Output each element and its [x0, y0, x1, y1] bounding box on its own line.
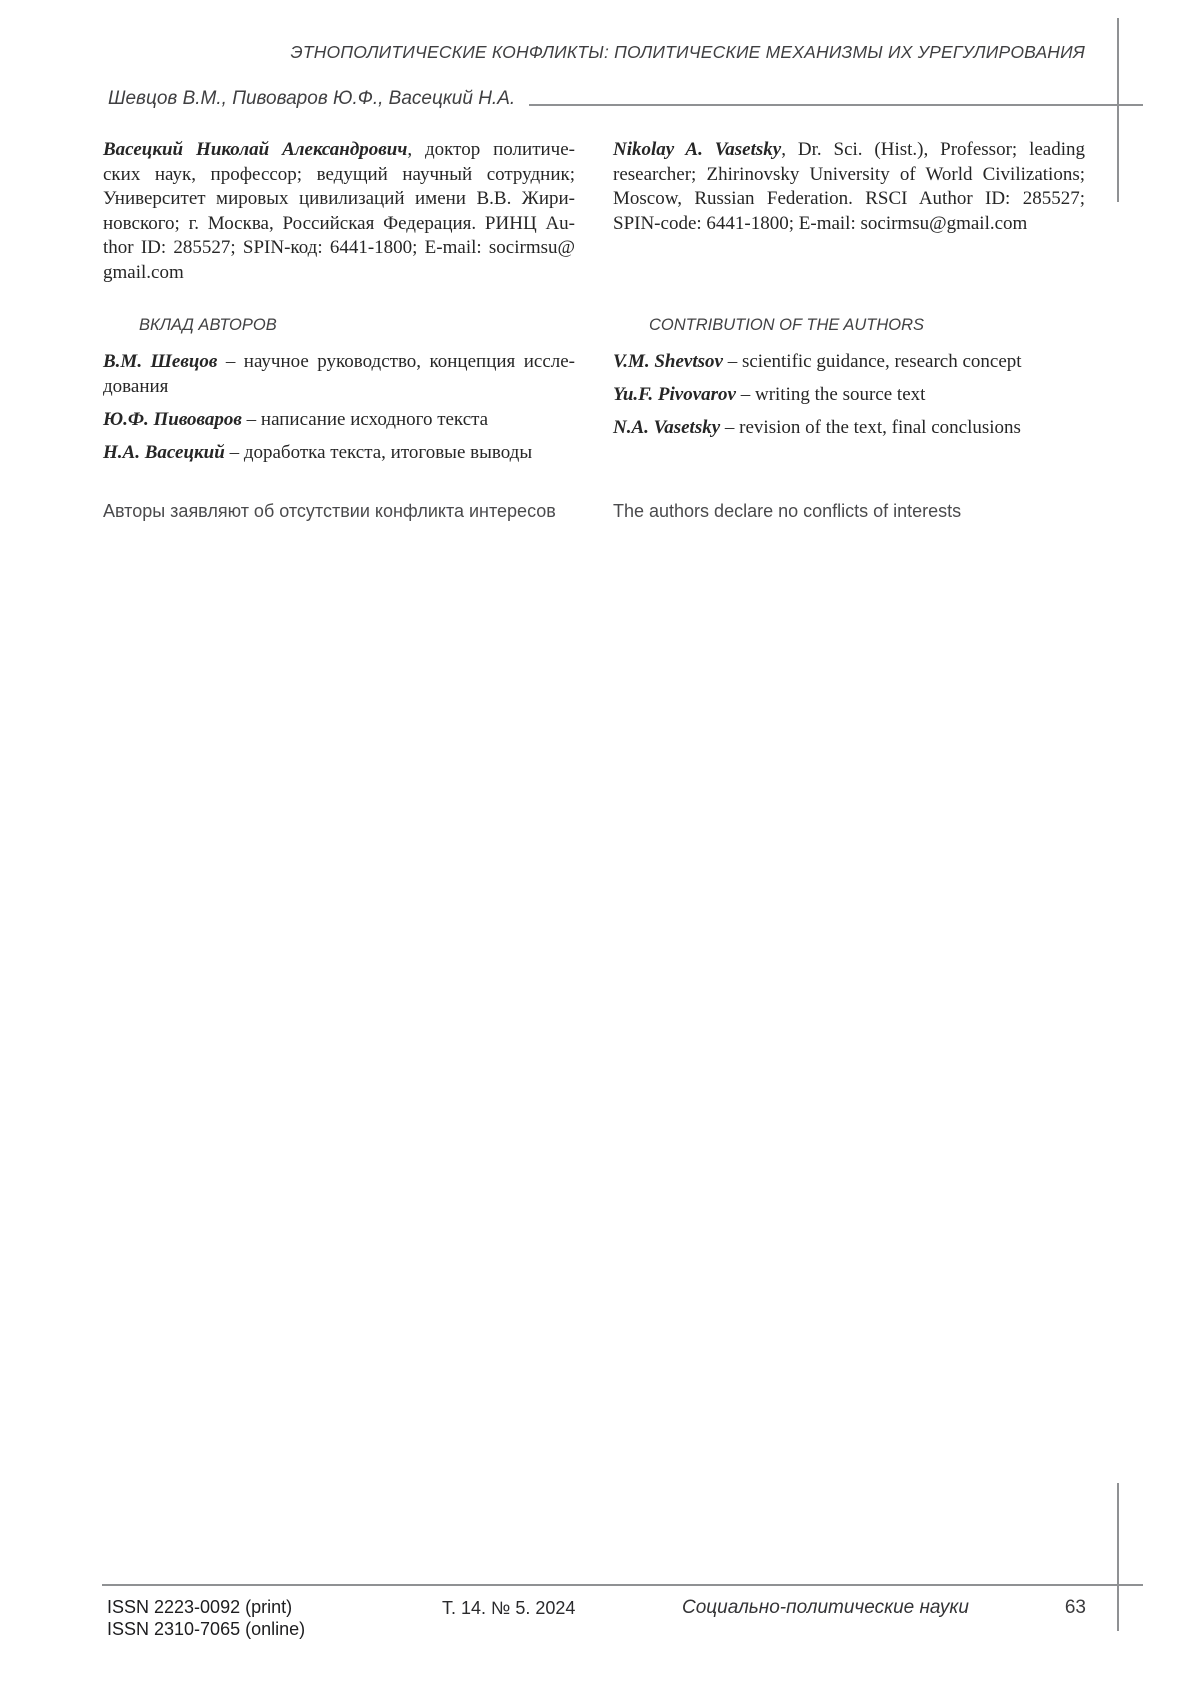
top-right-vertical-rule — [1117, 18, 1119, 202]
russian-column — [103, 138, 575, 558]
english-column — [613, 138, 1085, 558]
bio-line — [613, 138, 1085, 163]
contributions-list-ru — [103, 349, 575, 473]
contribution-entry — [103, 440, 575, 465]
contributions-list-en — [613, 349, 1085, 448]
contributor-name: V.M. Shevtsov — [613, 351, 723, 372]
contribution-text: – writing the source text — [735, 384, 926, 405]
contribution-line — [613, 415, 1085, 440]
page-number: 63 — [1064, 1597, 1086, 1618]
author-bio-ru — [103, 138, 575, 285]
contribution-line — [613, 349, 1085, 374]
contribution-text: – научное руководство, концепция иссле- — [217, 351, 575, 372]
bio-line: gmail.com — [103, 261, 184, 283]
contributor-name: N.A. Vasetsky — [613, 417, 721, 438]
contributions-heading-en: CONTRIBUTION OF THE AUTHORS — [649, 316, 925, 334]
issn-print: ISSN 2223-0092 (print) — [107, 1597, 293, 1617]
byline-rule — [529, 104, 1143, 106]
contribution-line — [103, 407, 575, 432]
contributor-name: Н.А. Васецкий — [103, 442, 225, 463]
bio-line: Университет мировых цивилизаций имени В.В. Жири- — [103, 188, 575, 209]
contribution-entry — [613, 415, 1085, 440]
bio-line: thor ID: 285527; SPIN-код: 6441-1800; E-mail: socirmsu@ — [103, 237, 575, 258]
contributor-name: Yu.F. Pivovarov — [613, 384, 736, 405]
footer-volume: Т. 14. № 5. 2024 — [442, 1598, 576, 1618]
bio-line: SPIN-code: 6441-1800; E-mail: socirmsu@gmail.com — [613, 212, 1028, 234]
footer-rule — [102, 1584, 1143, 1586]
contribution-text: – доработка текста, итоговые выводы — [224, 442, 533, 463]
bio-line — [103, 138, 575, 163]
author-bio-en — [613, 138, 1085, 236]
contributor-name: В.М. Шевцов — [103, 351, 218, 372]
bio-text: , доктор политиче- — [407, 139, 575, 160]
bio-line: researcher; Zhirinovsky University of World Civilizations; — [613, 163, 1085, 185]
conflict-statement-en: The authors declare no conflicts of interests — [613, 501, 962, 521]
contribution-text: – scientific guidance, research concept — [722, 351, 1022, 372]
contributions-heading-ru: ВКЛАД АВТОРОВ — [139, 316, 277, 334]
contribution-line: дования — [103, 376, 169, 397]
contribution-entry — [613, 382, 1085, 407]
contribution-entry — [103, 349, 575, 399]
contributor-name: Ю.Ф. Пивоваров — [103, 409, 242, 430]
footer-issn — [107, 1596, 305, 1640]
bottom-right-vertical-rule — [1117, 1483, 1119, 1631]
bio-line: новского; г. Москва, Российская Федерация. РИНЦ Au- — [103, 212, 575, 234]
contribution-line — [103, 349, 575, 374]
author-name-en: Nikolay A. Vasetsky — [613, 139, 782, 160]
issn-online: ISSN 2310-7065 (online) — [107, 1619, 306, 1639]
bio-text: , Dr. Sci. (Hist.), Professor; leading — [781, 139, 1085, 160]
contribution-line — [613, 382, 1085, 407]
contribution-entry — [103, 407, 575, 432]
contribution-text: – написание исходного текста — [241, 409, 489, 430]
contribution-entry — [613, 349, 1085, 374]
byline-row — [108, 88, 1143, 110]
bio-line: ских наук, профессор; ведущий научный сотрудник; — [103, 163, 575, 185]
contribution-line — [103, 440, 575, 465]
footer-journal-title: Социально-политические науки — [682, 1597, 969, 1618]
contribution-text: – revision of the text, final conclusions — [720, 417, 1021, 438]
author-name-ru: Васецкий Николай Александрович — [103, 139, 408, 160]
running-title: ЭТНОПОЛИТИЧЕСКИЕ КОНФЛИКТЫ: ПОЛИТИЧЕСКИЕ МЕХАНИЗМЫ ИХ УРЕГУЛИРОВАНИЯ — [290, 42, 1085, 62]
conflict-statement-ru: Авторы заявляют об отсутствии конфликта интересов — [103, 501, 556, 521]
bio-line: Moscow, Russian Federation. RSCI Author ID: 285527; — [613, 188, 1085, 209]
byline-authors: Шевцов В.М., Пивоваров Ю.Ф., Васецкий Н.А. — [108, 88, 516, 109]
